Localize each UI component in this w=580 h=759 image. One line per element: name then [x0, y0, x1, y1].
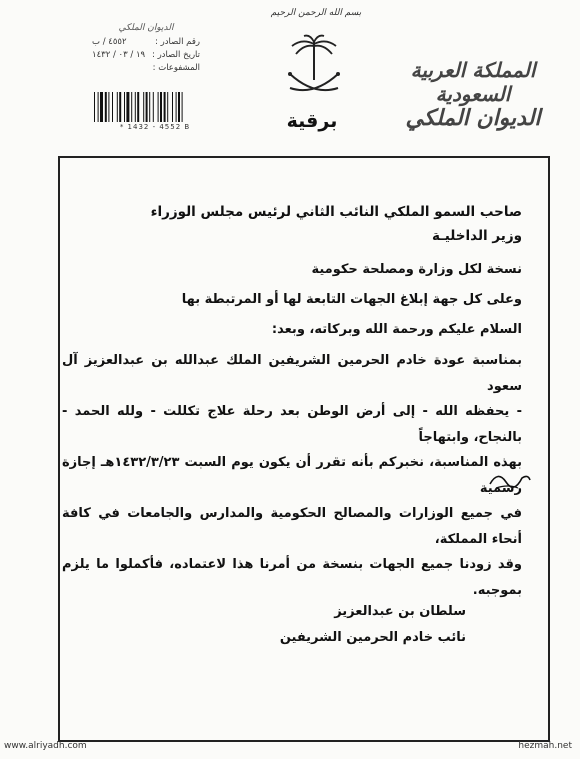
footer-source-left: www.alriyadh.com [4, 741, 87, 751]
barcode [94, 92, 216, 122]
barcode-bar [164, 92, 166, 122]
attachments-row [92, 62, 200, 75]
barcode-bar [94, 92, 95, 122]
barcode-bar [117, 92, 118, 122]
barcode-bar [126, 92, 129, 122]
initials-signature [488, 466, 532, 492]
barcode-bar [108, 92, 109, 122]
signatory-title: نائب خادم الحرمين الشريفين [279, 630, 466, 645]
barcode-bar [131, 92, 132, 122]
addressee-line-2: وزير الداخليـة [431, 228, 522, 244]
ref-number-label: رقم الصادر : [155, 36, 200, 47]
barcode-bar [160, 92, 162, 122]
copy-recipients-line-1: نسخة لكل وزارة ومصلحة حكومية [311, 262, 522, 277]
barcode-bar [167, 92, 168, 122]
copy-recipients-line-2: وعلى كل جهة إبلاغ الجهات التابعة لها أو المرتبطة بها [181, 292, 522, 307]
body-line: بهذه المناسبة، نخبركم بأنه تقرر أن يكون يوم السبت ١٤٣٢/٣/٢٣هـ إجازة رسمية [62, 455, 522, 496]
barcode-bar [182, 92, 183, 122]
ref-date-label: تاريخ الصادر : [152, 50, 200, 61]
ref-number-row [92, 36, 200, 49]
barcode-bar [98, 92, 99, 122]
barcode-bar [137, 92, 139, 122]
footer-source-right: hezmah.net [518, 741, 572, 751]
body-line: في جميع الوزارات والمصالح الحكومية والمدارس والجامعات في كافة أنحاء المملكة، [62, 506, 522, 547]
barcode-bar [105, 92, 107, 122]
barcode-bar [100, 92, 103, 122]
telegram-label: برقية [286, 110, 338, 132]
saudi-emblem-icon [284, 34, 344, 104]
basmala: بسم الله الرحمن الرحيم [270, 8, 362, 18]
royal-court-title: الديوان الملكي [405, 105, 541, 131]
reference-block [92, 22, 200, 75]
barcode-bar [178, 92, 180, 122]
barcode-bar [135, 92, 136, 122]
barcode-bar [172, 92, 173, 122]
barcode-bar [158, 92, 159, 122]
barcode-bar [176, 92, 177, 122]
barcode-bar [112, 92, 113, 122]
body-line: وقد زودنا جميع الجهات بنسخة من أمرنا هذا لاعتماده، فأكملوا ما يلزم بموجبه. [62, 557, 522, 598]
body-line: - يحفظه الله - إلى أرض الوطن بعد رحلة علاج تكللت - ولله الحمد - بالنجاح، وابتهاجاً [62, 404, 522, 445]
barcode-bar [119, 92, 121, 122]
attachments-label: المشفوعات : [152, 63, 200, 74]
signatory-name: سلطان بن عبدالعزيز [334, 604, 466, 619]
barcode-bar [146, 92, 148, 122]
barcode-bar [143, 92, 144, 122]
ref-date-value: ١٩ / ٠٣ / ١٤٣٢ [92, 50, 146, 61]
greeting: السلام عليكم ورحمة الله وبركاته، وبعد: [271, 322, 522, 337]
ref-stamp: الديوان الملكي [118, 23, 174, 33]
ref-number-value: ٤٥٥٢ / ب [92, 36, 127, 47]
barcode-number: * 1432 - 4552 B [119, 123, 191, 131]
barcode-bar [153, 92, 154, 122]
body-line: بمناسبة عودة خادم الحرمين الشريفين الملك عبدالله بن عبدالعزيز آل سعود [62, 353, 522, 394]
ref-date-row [92, 49, 200, 62]
letter-body [62, 348, 522, 603]
kingdom-title: المملكة العربية السعودية [410, 58, 536, 106]
barcode-bar [149, 92, 150, 122]
barcode-bar [124, 92, 125, 122]
addressee-line-1: صاحب السمو الملكي النائب الثاني لرئيس مجلس الوزراء [150, 204, 522, 220]
